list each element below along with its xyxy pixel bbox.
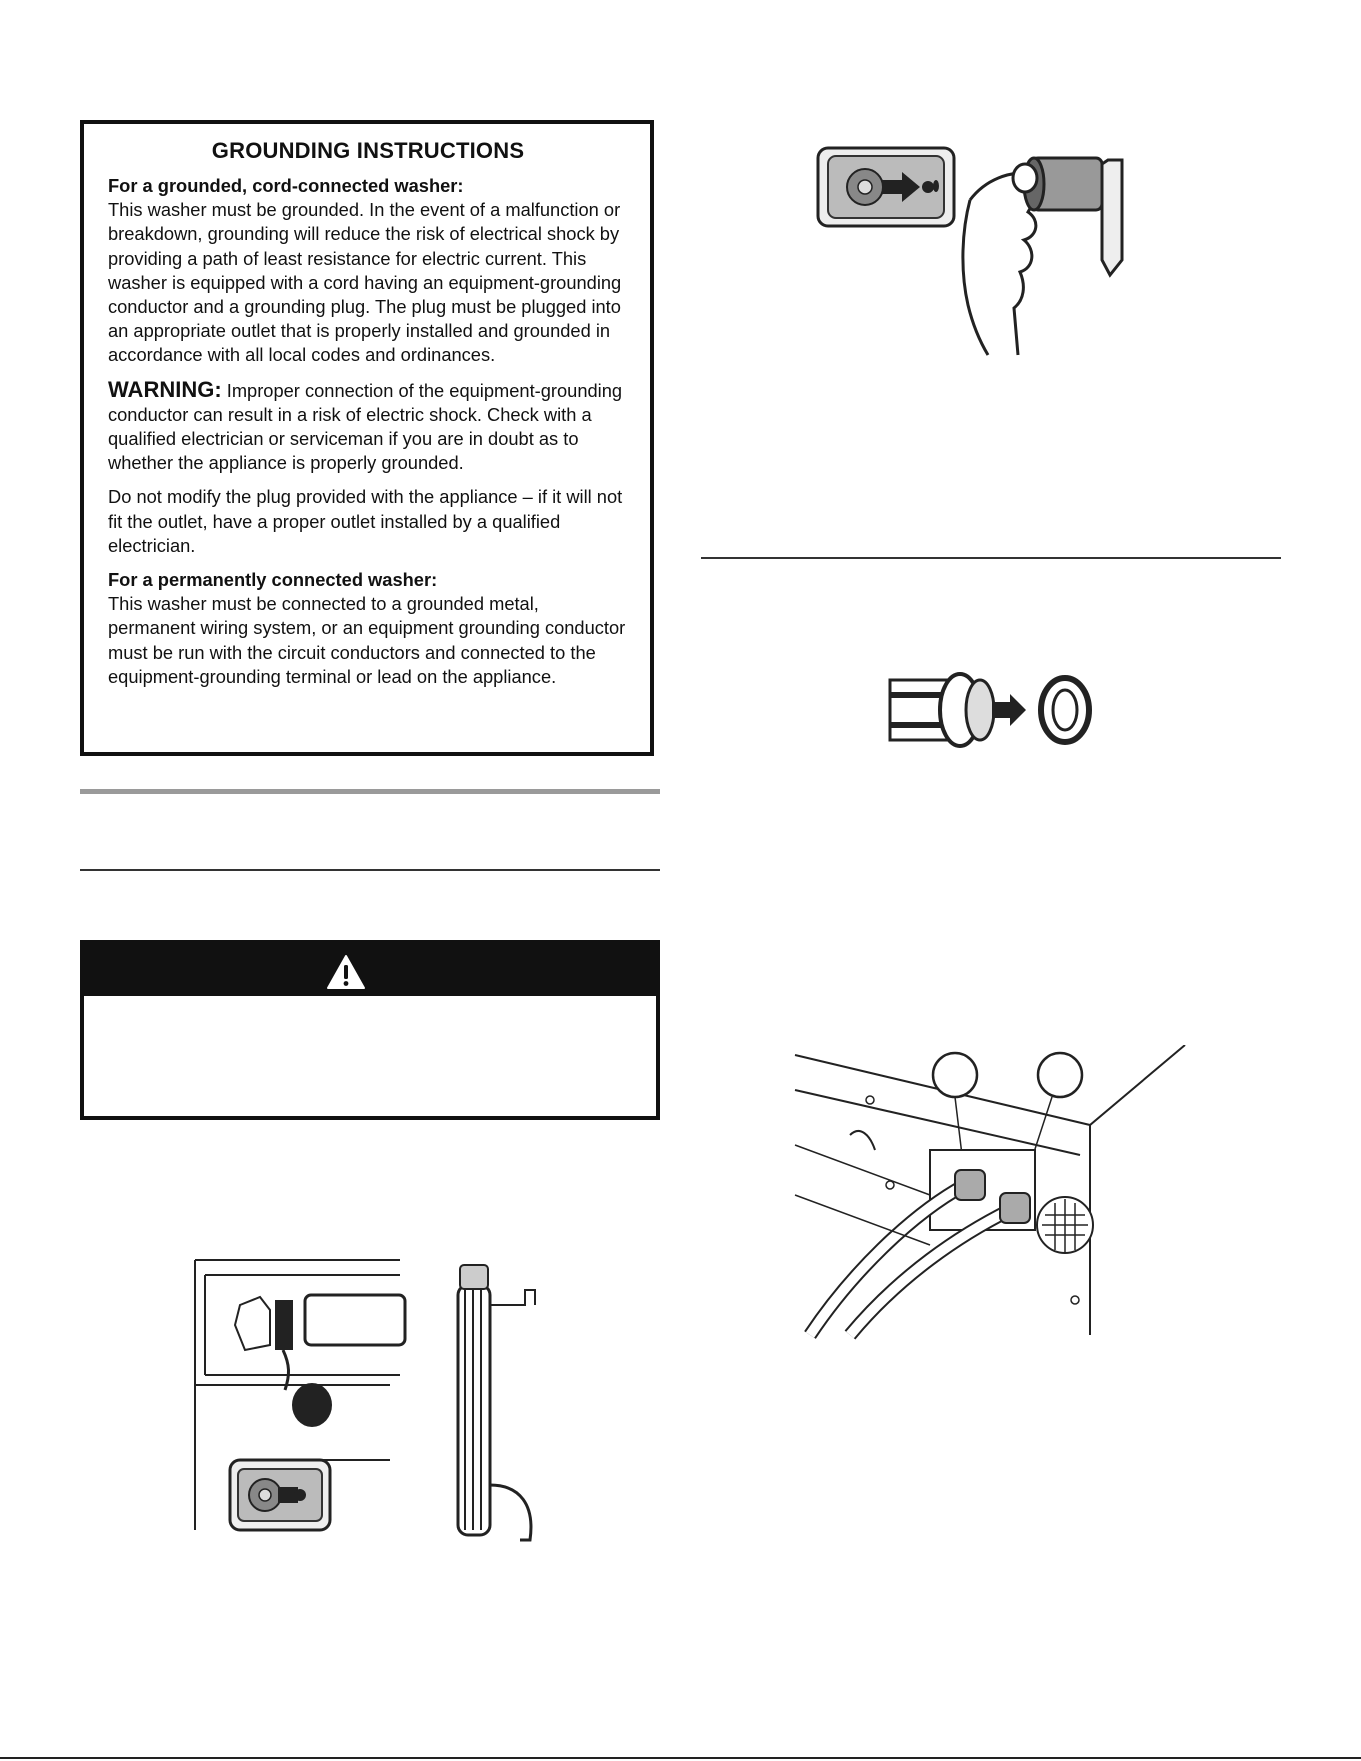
inlet-hoses-connection-illustration xyxy=(790,1045,1200,1340)
section-divider-right xyxy=(701,557,1281,559)
cord-connected-heading: For a grounded, cord-connected washer: xyxy=(108,175,464,196)
section-divider-left xyxy=(80,869,660,871)
warning-header-bar xyxy=(84,944,656,996)
cord-connected-section xyxy=(108,174,628,368)
page-bottom-rule xyxy=(0,1757,1361,1759)
hose-washer-insertion-illustration xyxy=(880,670,1100,755)
warning-text: Improper connection of the equipment-grounding conductor can result in a risk of electric shock. Check with a qualified electrician or serviceman if you are in doubt as to whether the appliance is properly grounded. xyxy=(108,379,623,474)
warning-word: WARNING: xyxy=(108,376,222,402)
permanent-text: This washer must be connected to a grounded metal, permanent wiring system, or an equipment grounding conductor must be run with the circuit conductors and connected to the equipment-grounding terminal or lead on the appliance. xyxy=(108,593,626,687)
grounding-title: GROUNDING INSTRUCTIONS xyxy=(211,138,525,163)
permanent-section xyxy=(108,568,628,689)
transport-bolts-back-panel-illustration xyxy=(190,1255,560,1555)
cord-connected-text: This washer must be grounded. In the event of a malfunction or breakdown, grounding will reduce the risk of electrical shock by providing a path of least resistance for electric current. This washer is equipped with a cord having an equipment-grounding conductor and a grounding plug. The plug must be plugged into an appropriate outlet that is properly installed and grounded in accordance with all local codes and ordinances. xyxy=(108,199,622,366)
permanent-heading: For a permanently connected washer: xyxy=(108,569,438,591)
warning-paragraph xyxy=(108,378,628,476)
safety-warning-box xyxy=(80,940,660,1120)
warning-triangle-icon xyxy=(326,954,366,990)
section-divider-grey xyxy=(80,789,660,794)
grounding-instructions-box xyxy=(80,120,654,756)
transport-bolt-removal-illustration xyxy=(810,140,1170,365)
plug-paragraph: Do not modify the plug provided with the appliance – if it will not fit the outlet, have a proper outlet installed by a qualified electrician. xyxy=(108,486,623,556)
